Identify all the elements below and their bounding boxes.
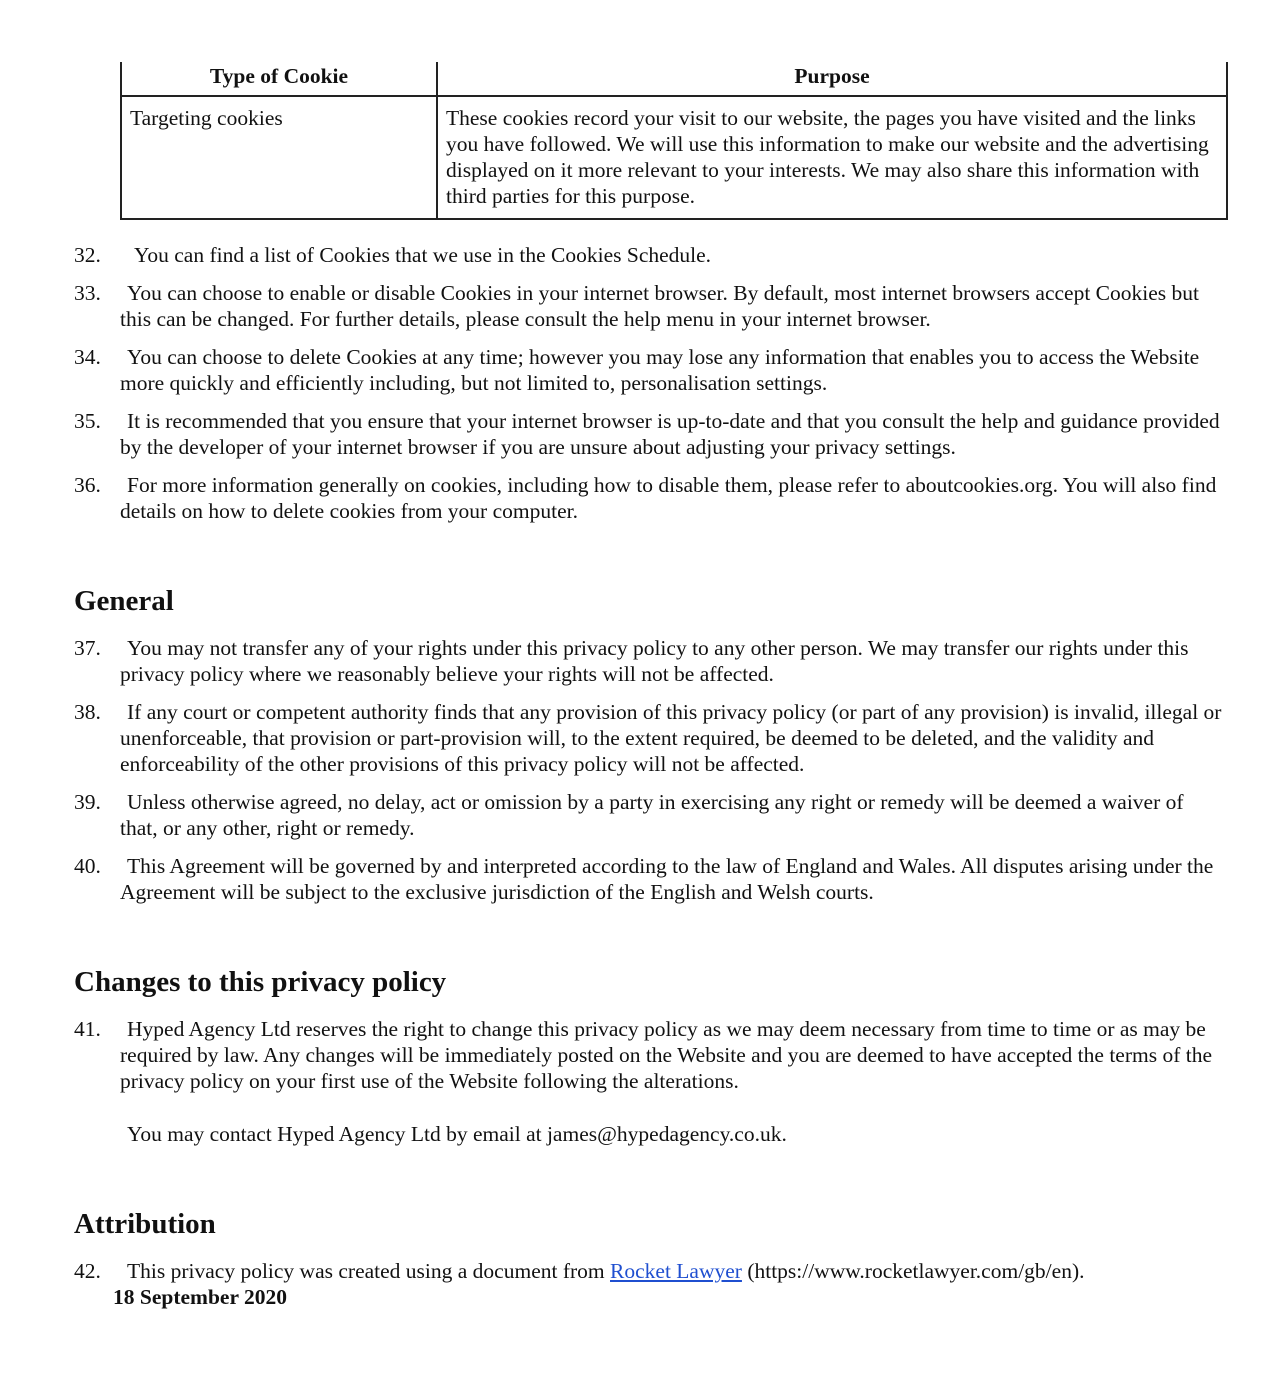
- list-item: [74, 408, 1224, 460]
- item-number: 39.: [74, 790, 101, 814]
- attribution-after: (https://www.rocketlawyer.com/gb/en).: [741, 1259, 1085, 1283]
- section-heading-general: General: [74, 585, 174, 617]
- item-text: [113, 1258, 1224, 1310]
- general-list: [74, 635, 1224, 917]
- section-heading-attribution: Attribution: [74, 1208, 216, 1240]
- list-item: [74, 1016, 1224, 1094]
- rocket-lawyer-link[interactable]: Rocket Lawyer: [610, 1259, 742, 1283]
- table-cell-type: Targeting cookies: [121, 96, 437, 219]
- item-text: You may not transfer any of your rights under this privacy policy to any other person. We may transfer our rights under this privacy policy where we reasonably believe your rights will not be affected.: [120, 636, 1189, 686]
- item-number: 41.: [74, 1017, 101, 1041]
- item-number: 33.: [74, 281, 101, 305]
- item-number: 38.: [74, 700, 101, 724]
- attribution-list: [74, 1258, 1224, 1322]
- section-heading-changes: Changes to this privacy policy: [74, 966, 447, 998]
- policy-date: 18 September 2020: [113, 1285, 287, 1309]
- list-item: [74, 1258, 1224, 1310]
- item-text: If any court or competent authority finds that any provision of this privacy policy (or part of any provision) is invalid, illegal or unenforceable, that provision or part-provision will, to the extent required, be deemed to be deleted, and the validity and enforceability of the other provisions of this privacy policy will not be affected.: [120, 700, 1222, 776]
- changes-list: [74, 1016, 1224, 1106]
- item-number: 42.: [74, 1259, 101, 1283]
- table-cell-purpose: These cookies record your visit to our website, the pages you have visited and the links you have followed. We will use this information to make our website and the advertising displayed on it more relevant to your interests. We may also share this information with third parties for this purpose.: [437, 96, 1227, 219]
- cookie-list: [74, 242, 1224, 536]
- list-item: [74, 699, 1224, 777]
- item-text: It is recommended that you ensure that your internet browser is up-to-date and that you consult the help and guidance provided by the developer of your internet browser if you are unsure about adjusting your privacy settings.: [120, 409, 1220, 459]
- item-number: 32.: [74, 243, 101, 267]
- contact-text: You may contact Hyped Agency Ltd by email at james@hypedagency.co.uk.: [127, 1122, 787, 1146]
- item-number: 40.: [74, 854, 101, 878]
- item-text: You can choose to delete Cookies at any time; however you may lose any information that enables you to access the Website more quickly and efficiently including, but not limited to, personalisation settings.: [120, 345, 1200, 395]
- cookie-table: [120, 62, 1228, 220]
- item-number: 34.: [74, 345, 101, 369]
- table-header-type: Type of Cookie: [121, 62, 437, 96]
- list-item: [74, 280, 1224, 332]
- item-text: Hyped Agency Ltd reserves the right to change this privacy policy as we may deem necessary from time to time or as may be required by law. Any changes will be immediately posted on the Website and you are deemed to have accepted the terms of the privacy policy on your first use of the Website following the alterations.: [120, 1017, 1213, 1093]
- item-number: 35.: [74, 409, 101, 433]
- list-item: [74, 242, 1224, 268]
- attribution-before: This privacy policy was created using a document from: [127, 1259, 611, 1283]
- list-item: [74, 853, 1224, 905]
- item-text: You can find a list of Cookies that we use in the Cookies Schedule.: [134, 243, 712, 267]
- list-item: [74, 472, 1224, 524]
- item-text: You can choose to enable or disable Cookies in your internet browser. By default, most internet browsers accept Cookies but this can be changed. For further details, please consult the help menu in your internet browser.: [120, 281, 1199, 331]
- item-number: 37.: [74, 636, 101, 660]
- item-text: This Agreement will be governed by and interpreted according to the law of England and Wales. All disputes arising under the Agreement will be subject to the exclusive jurisdiction of the English and Welsh courts.: [120, 854, 1214, 904]
- table-row: [121, 96, 1227, 219]
- item-number: 36.: [74, 473, 101, 497]
- list-item: [74, 635, 1224, 687]
- list-item: [74, 344, 1224, 396]
- list-item: [74, 789, 1224, 841]
- item-text: Unless otherwise agreed, no delay, act or omission by a party in exercising any right or remedy will be deemed a waiver of that, or any other, right or remedy.: [120, 790, 1184, 840]
- item-text: For more information generally on cookies, including how to disable them, please refer to aboutcookies.org. You will also find details on how to delete cookies from your computer.: [120, 473, 1217, 523]
- table-header-purpose: Purpose: [437, 62, 1227, 96]
